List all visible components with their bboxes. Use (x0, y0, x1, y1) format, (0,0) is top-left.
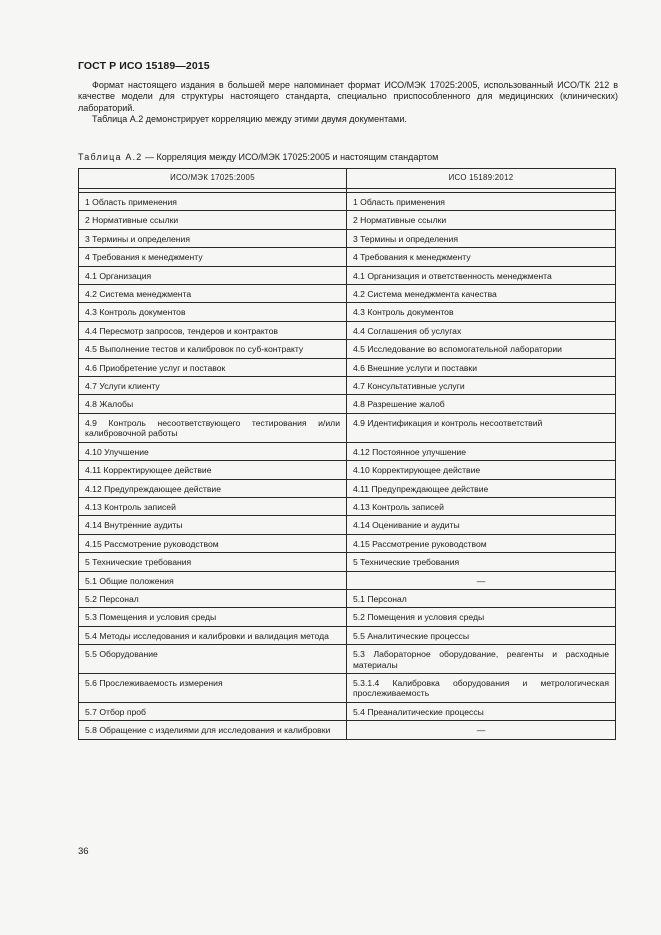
cell-iso-iec-17025: 5.8 Обращение с изделиями для исследования и калибровки (79, 721, 347, 739)
cell-iso-15189: 4.5 Исследование во вспомогательной лаборатории (347, 340, 616, 358)
cell-iso-iec-17025: 5.3 Помещения и условия среды (79, 608, 347, 626)
intro-text (78, 80, 618, 126)
table-row (79, 285, 616, 303)
table-row (79, 645, 616, 674)
table-row (79, 571, 616, 589)
page-number: 36 (78, 846, 89, 857)
cell-iso-15189: 4.1 Организация и ответственность менеджмента (347, 266, 616, 284)
cell-iso-15189: 5.5 Аналитические процессы (347, 626, 616, 644)
table-row (79, 248, 616, 266)
cell-iso-iec-17025: 5.6 Прослеживаемость измерения (79, 673, 347, 702)
table-caption-text: — Корреляция между ИСО/МЭК 17025:2005 и настоящим стандартом (142, 152, 439, 162)
cell-iso-iec-17025: 4.8 Жалобы (79, 395, 347, 413)
table-row (79, 395, 616, 413)
cell-iso-iec-17025: 4.11 Корректирующее действие (79, 461, 347, 479)
cell-iso-iec-17025: 4.1 Организация (79, 266, 347, 284)
table-caption (78, 152, 438, 162)
cell-iso-iec-17025: 4.4 Пересмотр запросов, тендеров и контрактов (79, 321, 347, 339)
table-header-row (79, 169, 616, 189)
column-header-iso-15189: ИСО 15189:2012 (347, 169, 616, 189)
cell-iso-iec-17025: 4.13 Контроль записей (79, 497, 347, 515)
cell-iso-15189: 4.6 Внешние услуги и поставки (347, 358, 616, 376)
document-header: ГОСТ Р ИСО 15189—2015 (78, 60, 210, 72)
cell-iso-iec-17025: 4 Требования к менеджменту (79, 248, 347, 266)
table-row (79, 442, 616, 460)
table-row (79, 497, 616, 515)
table-row (79, 673, 616, 702)
cell-iso-15189: 4.15 Рассмотрение руководством (347, 534, 616, 552)
cell-iso-iec-17025: 4.3 Контроль документов (79, 303, 347, 321)
table-row (79, 340, 616, 358)
table-row (79, 211, 616, 229)
cell-iso-15189: 4.11 Предупреждающее действие (347, 479, 616, 497)
table-row (79, 608, 616, 626)
cell-iso-15189: 5.3 Лабораторное оборудование, реагенты и расходные материалы (347, 645, 616, 674)
cell-iso-iec-17025: 4.5 Выполнение тестов и калибровок по суб-контракту (79, 340, 347, 358)
cell-iso-iec-17025: 4.10 Улучшение (79, 442, 347, 460)
cell-iso-iec-17025: 4.9 Контроль несоответствующего тестирования и/или калибровочной работы (79, 413, 347, 442)
cell-iso-15189: 2 Нормативные ссылки (347, 211, 616, 229)
table-row (79, 479, 616, 497)
cell-iso-15189: 3 Термины и определения (347, 229, 616, 247)
table-row (79, 358, 616, 376)
table-body (79, 189, 616, 740)
cell-iso-15189: 1 Область применения (347, 193, 616, 211)
table-caption-label: Таблица А.2 (78, 152, 143, 162)
column-header-iso-iec-17025: ИСО/МЭК 17025:2005 (79, 169, 347, 189)
table-row (79, 413, 616, 442)
table-row (79, 534, 616, 552)
cell-iso-15189: 4.3 Контроль документов (347, 303, 616, 321)
table-row (79, 516, 616, 534)
cell-iso-15189: 5.3.1.4 Калибровка оборудования и метрологическая прослеживаемость (347, 673, 616, 702)
table-row (79, 626, 616, 644)
cell-iso-15189: 4.10 Корректирующее действие (347, 461, 616, 479)
intro-paragraph-2: Таблица А.2 демонстрирует корреляцию между этими двумя документами. (92, 114, 407, 125)
table-row (79, 229, 616, 247)
cell-iso-iec-17025: 5.5 Оборудование (79, 645, 347, 674)
table-row (79, 321, 616, 339)
cell-iso-15189: 4.13 Контроль записей (347, 497, 616, 515)
cell-iso-iec-17025: 4.2 Система менеджмента (79, 285, 347, 303)
cell-iso-15189: 4.9 Идентификация и контроль несоответствий (347, 413, 616, 442)
cell-iso-iec-17025: 4.6 Приобретение услуг и поставок (79, 358, 347, 376)
table-row (79, 553, 616, 571)
cell-iso-iec-17025: 5.1 Общие положения (79, 571, 347, 589)
cell-iso-15189: 4.12 Постоянное улучшение (347, 442, 616, 460)
cell-iso-iec-17025: 4.12 Предупреждающее действие (79, 479, 347, 497)
table-row (79, 461, 616, 479)
correlation-table (78, 168, 616, 740)
cell-iso-15189: 4.7 Консультативные услуги (347, 377, 616, 395)
cell-iso-15189: — (347, 721, 616, 739)
cell-iso-15189: — (347, 571, 616, 589)
cell-iso-15189: 5.4 Преаналитические процессы (347, 702, 616, 720)
cell-iso-iec-17025: 4.14 Внутренние аудиты (79, 516, 347, 534)
intro-paragraph-1: Формат настоящего издания в большей мере напоминает формат ИСО/МЭК 17025:2005, использованный ИСО/ТК 212 в качестве модели для структуры настоящего стандарта, специально приспособленного для медицинских (клинических) лабораторий. (78, 80, 618, 113)
cell-iso-iec-17025: 5.4 Методы исследования и калибровки и валидация метода (79, 626, 347, 644)
cell-iso-iec-17025: 3 Термины и определения (79, 229, 347, 247)
cell-iso-15189: 4.4 Соглашения об услугах (347, 321, 616, 339)
cell-iso-iec-17025: 5.7 Отбор проб (79, 702, 347, 720)
cell-iso-15189: 5.1 Персонал (347, 589, 616, 607)
cell-iso-15189: 4.14 Оценивание и аудиты (347, 516, 616, 534)
cell-iso-iec-17025: 5.2 Персонал (79, 589, 347, 607)
cell-iso-iec-17025: 4.15 Рассмотрение руководством (79, 534, 347, 552)
cell-iso-15189: 4 Требования к менеджменту (347, 248, 616, 266)
cell-iso-15189: 4.2 Система менеджмента качества (347, 285, 616, 303)
table-row (79, 377, 616, 395)
table-row (79, 702, 616, 720)
table-row (79, 303, 616, 321)
cell-iso-15189: 4.8 Разрешение жалоб (347, 395, 616, 413)
cell-iso-iec-17025: 2 Нормативные ссылки (79, 211, 347, 229)
table-row (79, 193, 616, 211)
cell-iso-iec-17025: 1 Область применения (79, 193, 347, 211)
table-row (79, 266, 616, 284)
cell-iso-iec-17025: 4.7 Услуги клиенту (79, 377, 347, 395)
table-row (79, 721, 616, 739)
table-row (79, 589, 616, 607)
cell-iso-15189: 5 Технические требования (347, 553, 616, 571)
cell-iso-iec-17025: 5 Технические требования (79, 553, 347, 571)
cell-iso-15189: 5.2 Помещения и условия среды (347, 608, 616, 626)
